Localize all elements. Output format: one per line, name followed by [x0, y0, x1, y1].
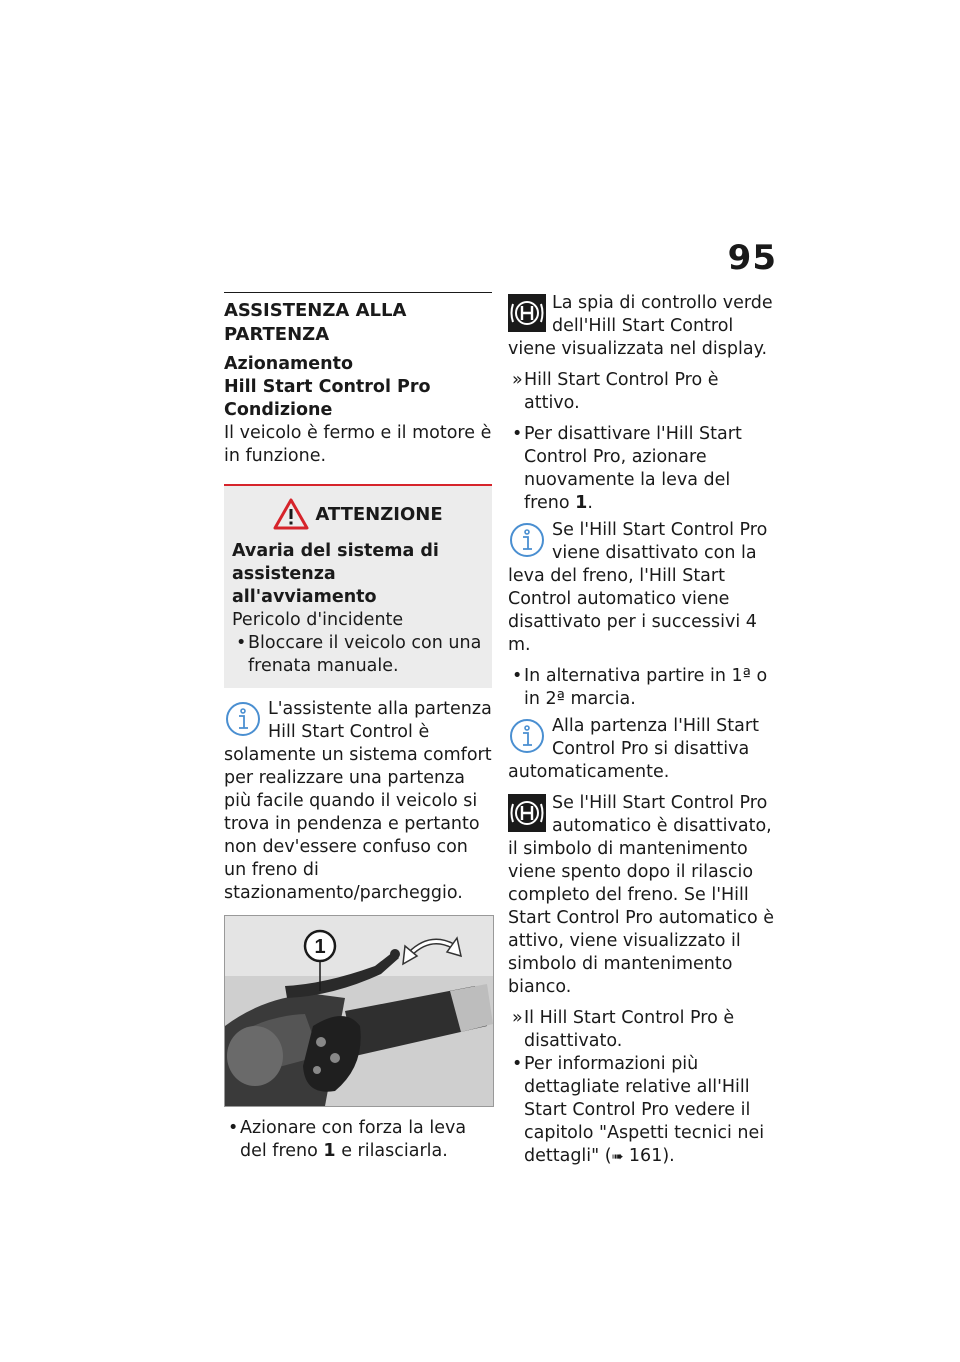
result-active-text: Hill Start Control Pro è attivo.: [524, 370, 719, 413]
indicator-note-2: [508, 792, 776, 999]
right-column: [508, 292, 776, 1169]
figure-callout-label: 1: [314, 936, 326, 958]
gear-bullet-text: In alternativa partire in 1ª o in 2ª marcia.: [524, 666, 768, 709]
section-rule: [224, 292, 492, 293]
warning-title: Avaria del sistema di assistenza all'avviamento: [232, 541, 439, 607]
info-bullet-pre: Per informazioni più dettagliate relative all'Hill Start Control Pro vedere il capitolo "Aspetti tecnici nei dettagli" (: [524, 1054, 765, 1166]
hold-indicator-icon: [508, 294, 546, 332]
info-bullet: [508, 1053, 776, 1169]
info-icon: [508, 717, 546, 755]
result-deactivated: [508, 1007, 776, 1053]
deactivate-bullet-num: 1: [575, 493, 588, 513]
indicator-note-2-text: Se l'Hill Start Control Pro automatico è disattivato, il simbolo di mantenimento viene spento dopo il rilascio completo del freno. Se l'Hill Start Control Pro automatico è attivo, viene visualizzato il simbolo di mantenimento bianco.: [508, 793, 774, 997]
brake-lever-illustration: [225, 916, 493, 1106]
action-bullet-post: e rilasciarla.: [341, 1141, 448, 1161]
warning-bullet: [232, 632, 484, 678]
info-note: [224, 698, 492, 905]
indicator-note: [508, 292, 776, 361]
info-note-text: L'assistente alla partenza Hill Start Control è solamente un sistema comfort per realizzare una partenza più facile quando il veicolo si trova in pendenza e pertanto non dev'essere confuso con un freno di stazionamento/parcheggio.: [224, 699, 492, 903]
result-active: [508, 369, 776, 415]
brake-lever-figure: [224, 915, 494, 1107]
deactivate-bullet-pre: Per disattivare l'Hill Start Control Pro, azionare nuovamente la leva del freno: [524, 424, 742, 513]
hold-indicator-icon: [508, 794, 546, 832]
info-note-deactivation-text: Se l'Hill Start Control Pro viene disattivato con la leva del freno, l'Hill Start Control automatico viene disattivato per i successivi 4 m.: [508, 520, 768, 655]
page-ref-arrow-icon: ➠: [611, 1149, 624, 1165]
condition-text: Il veicolo è fermo e il motore è in funzione.: [224, 423, 492, 466]
info-bullet-post: ).: [662, 1146, 675, 1166]
indicator-note-text: La spia di controllo verde dell'Hill Start Control viene visualizzata nel display.: [508, 293, 773, 359]
info-icon: [224, 700, 262, 738]
warning-label: ATTENZIONE: [315, 503, 443, 525]
warning-triangle-icon: [273, 498, 309, 530]
subtitle-condition: Condizione: [224, 400, 333, 420]
left-column: [224, 292, 492, 1163]
info-note-deactivation: [508, 519, 776, 657]
action-bullet-num: 1: [323, 1141, 336, 1161]
page-ref-link[interactable]: 161: [628, 1146, 663, 1166]
bullet-symbol: •: [512, 424, 523, 444]
warning-bullet-text: Bloccare il veicolo con una frenata manuale.: [248, 633, 482, 676]
result-symbol: »: [512, 370, 523, 390]
subtitle-operation: Azionamento: [224, 354, 353, 374]
result-deactivated-text: Il Hill Start Control Pro è disattivato.: [524, 1008, 735, 1051]
info-note-start: [508, 715, 776, 784]
result-symbol: »: [512, 1008, 523, 1028]
warning-box: [224, 484, 492, 688]
bullet-symbol: •: [228, 1118, 239, 1138]
deactivate-bullet: [508, 423, 776, 515]
warning-risk: Pericolo d'incidente: [232, 610, 404, 630]
bullet-symbol: •: [512, 1054, 523, 1074]
info-icon: [508, 521, 546, 559]
action-bullet-pre: Azionare con forza la leva del freno: [240, 1118, 467, 1161]
bullet-symbol: •: [512, 666, 523, 686]
gear-bullet: [508, 665, 776, 711]
section-title: ASSISTENZA ALLA PARTENZA: [224, 300, 407, 345]
deactivate-bullet-post: .: [587, 493, 593, 513]
subtitle-hill-start: Hill Start Control Pro: [224, 377, 431, 397]
warning-header: [232, 498, 484, 530]
action-bullet: [224, 1117, 492, 1163]
bullet-symbol: •: [236, 633, 247, 653]
page-number: 95: [727, 238, 777, 278]
info-note-start-text: Alla partenza l'Hill Start Control Pro si disattiva automaticamente.: [508, 716, 759, 782]
